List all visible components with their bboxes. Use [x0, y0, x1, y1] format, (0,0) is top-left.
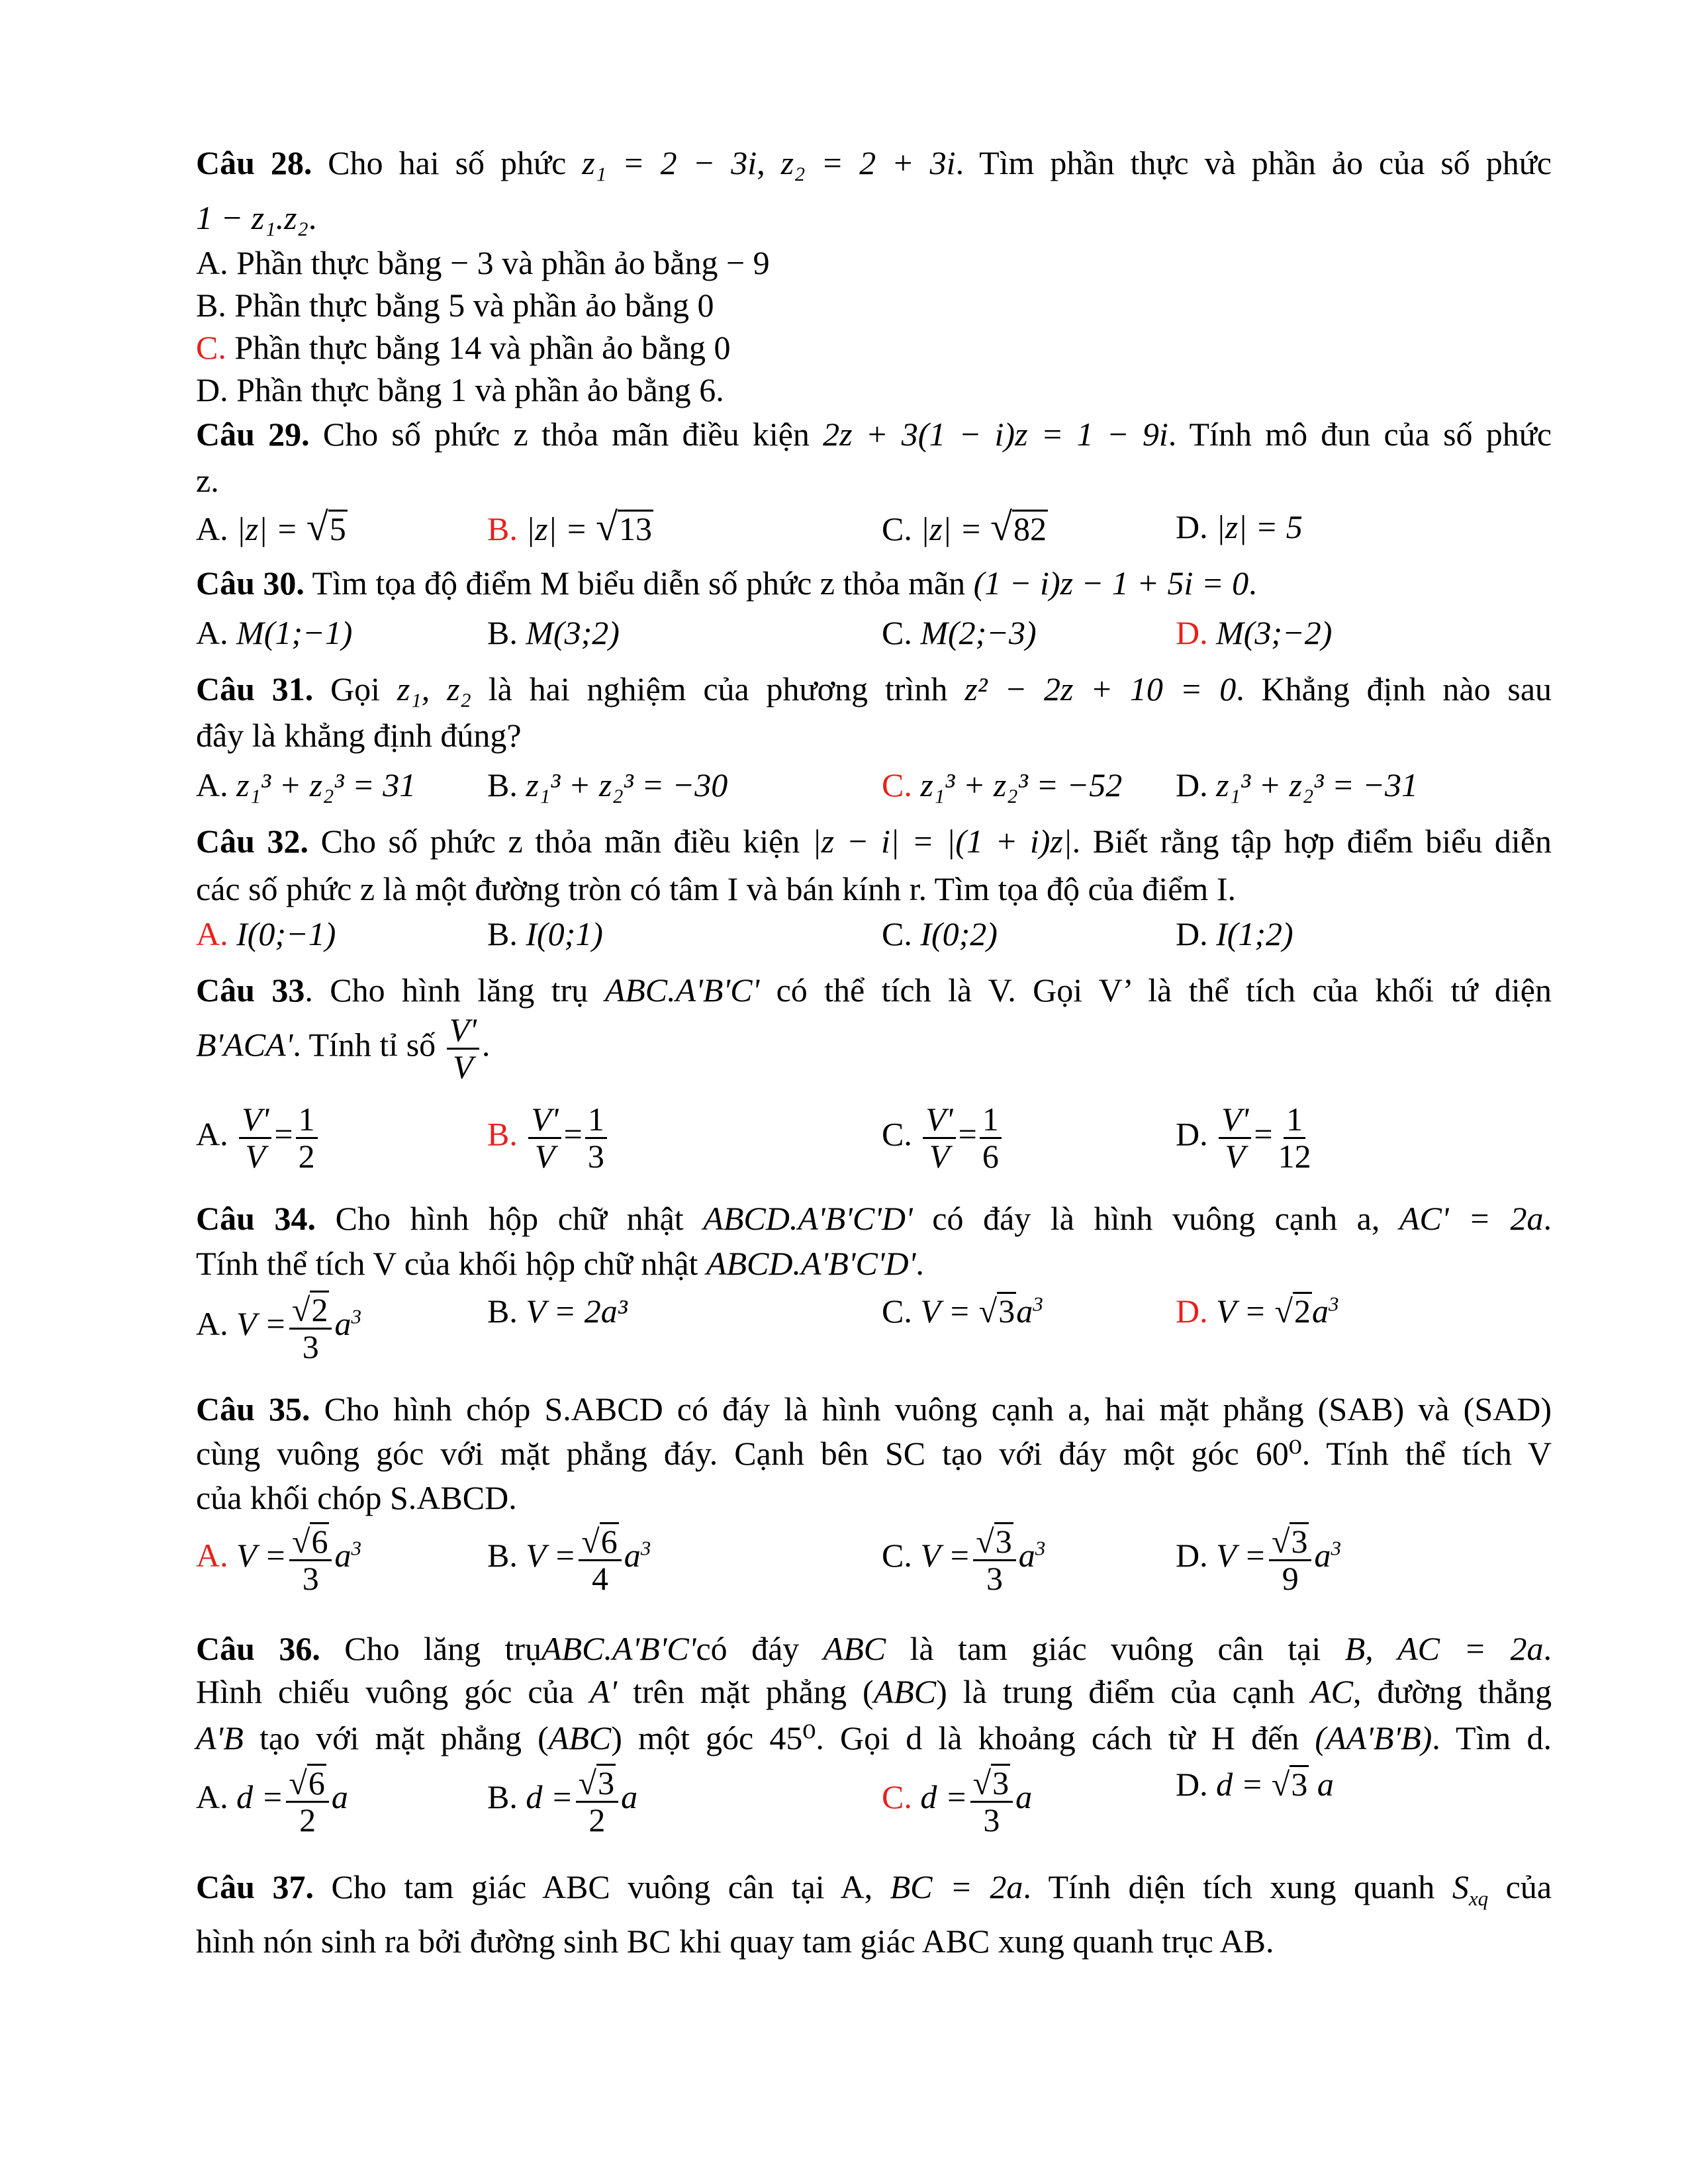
q32-text-c: các số phức z là một đường tròn có tâm I và bán kính r. Tìm tọa độ của điểm I. [196, 870, 1236, 907]
q37-bc: BC = 2a [890, 1868, 1023, 1905]
q36-base: ABC [823, 1630, 886, 1667]
q28-option-a[interactable] [196, 242, 1552, 283]
q31-stem-line2 [196, 715, 1552, 756]
q31-text-d: đây là khẳng định đúng? [196, 717, 522, 754]
q36-options [196, 1764, 1552, 1856]
sqrt-icon: √ [578, 1764, 597, 1801]
q29-stem-line1 [196, 414, 1552, 455]
q33-label: Câu 33 [196, 972, 305, 1009]
fraction-numerator: 1 [1284, 1102, 1305, 1139]
q30-label: Câu 30. [196, 565, 305, 602]
q36-angle: 45⁰ [769, 1719, 816, 1756]
sqrt-icon: √ [292, 1291, 310, 1328]
q36-text-c: là tam giác vuông cân tại [910, 1630, 1321, 1667]
q36-plane: (AA'B'B) [1315, 1719, 1432, 1756]
q35-option-b[interactable]: B. V = $\frac{√6}{4}$ $a^3$ [487, 1523, 651, 1597]
sqrt-icon: √ [289, 1764, 307, 1801]
q36-stem-line1: Câu 36. Cho lăng trụABC.A'B'C'có đáy ABC là tam giác vuông cân tại B, AC = 2a. [196, 1630, 1552, 1667]
fraction-denominator: 6 [982, 1137, 999, 1175]
q36-line3c: . Gọi d là khoảng cách từ H đến [816, 1719, 1299, 1756]
option-text: I(1;2) [1216, 915, 1293, 952]
q32-option-b[interactable] [487, 913, 603, 954]
q29-text-b: . Tính mô đun của số phức [1168, 416, 1552, 453]
q37-stem-line1 [196, 1866, 1552, 1910]
q30-condition: (1 − i)z − 1 + 5i = 0 [973, 565, 1249, 602]
option-letter-correct: D. [1176, 1293, 1208, 1330]
q34-option-c[interactable]: C. $V = √3a^3$ [882, 1292, 1043, 1330]
q33-ratio-lhs [1219, 1102, 1251, 1173]
q28-option-d[interactable] [196, 369, 1552, 410]
q35-options [196, 1522, 1552, 1612]
option-letter: C. [882, 510, 912, 547]
option-letter: D. [1176, 766, 1208, 803]
option-letter: A. [196, 1304, 228, 1342]
q36-line3d: . Tìm d. [1432, 1719, 1552, 1756]
fraction-numerator: V' [1219, 1102, 1251, 1139]
option-fraction [579, 1522, 621, 1596]
q34-text-c: Tính thể tích V của khối hộp chữ nhật [196, 1245, 698, 1282]
q31-option-d[interactable] [1176, 764, 1418, 805]
option-fraction [585, 1102, 607, 1173]
q37-stem-line2 [196, 1921, 1552, 1962]
q34-text-a: Cho hình hộp chữ nhật [335, 1200, 684, 1237]
radicand: 6 [308, 1764, 325, 1801]
q37-text-b: . Tính diện tích xung quanh [1023, 1868, 1435, 1905]
q30-option-a[interactable] [196, 612, 352, 653]
q36-stem-line2: Hình chiếu vuông góc của A' trên mặt phẳng (ABC) là trung điểm của cạnh AC, đường thẳng [196, 1673, 1552, 1710]
q30-options [196, 612, 1552, 659]
q29-option-a[interactable] [196, 506, 348, 549]
q31-roots: z₁, z₂ [397, 670, 471, 707]
radicand: 82 [1013, 510, 1047, 547]
fraction-denominator: 2 [299, 1801, 316, 1839]
option-letter: A. [196, 1115, 228, 1153]
q32-option-c[interactable] [882, 913, 998, 954]
radicand: 6 [311, 1523, 328, 1560]
option-fraction [289, 1522, 332, 1596]
option-letter-correct: B. [487, 1115, 518, 1153]
option-letter: C. [882, 614, 912, 651]
option-letter-correct: D. [1176, 614, 1208, 651]
q29-stem-line2 [196, 460, 1552, 501]
q36-line2b: trên mặt phẳng [633, 1673, 847, 1710]
option-letter-correct: A. [196, 915, 228, 952]
option-letter: A. [196, 614, 228, 651]
option-letter: A. [196, 244, 228, 281]
fraction-denominator: 2 [298, 1137, 315, 1175]
q35-line2b: . Tính thể tích V [1301, 1435, 1552, 1472]
fraction-numerator: V' [923, 1102, 955, 1139]
q29-text-a: Cho số phức z thỏa mãn điều kiện [322, 416, 810, 453]
q35-angle: 60⁰ [1255, 1435, 1302, 1472]
option-letter-correct: A. [196, 1536, 228, 1574]
q34-label: Câu 34. [196, 1200, 316, 1237]
option-letter-correct: C. [882, 1778, 912, 1815]
sqrt-icon: √ [306, 505, 328, 549]
fraction-denominator: 3 [302, 1559, 319, 1597]
q37-sxq-sub: xq [1468, 1887, 1489, 1910]
option-text: I(0;2) [920, 915, 998, 952]
q33-options [196, 1102, 1552, 1188]
q28-z1: z₁ = 2 − 3i [582, 144, 757, 181]
q36-label: Câu 36. [196, 1630, 320, 1667]
q36-option-d[interactable]: D. d = √3 a [1176, 1766, 1334, 1803]
fraction-numerator: 1 [296, 1102, 318, 1139]
q37-line2: hình nón sinh ra bởi đường sinh BC khi quay tam giác ABC xung quanh trục AB. [196, 1923, 1274, 1960]
fraction-denominator: 3 [986, 1559, 1003, 1597]
radicand: 13 [619, 510, 652, 547]
q29-option-c[interactable] [882, 506, 1048, 549]
q28-option-b[interactable] [196, 285, 1552, 326]
q29-options [196, 506, 1552, 553]
q36-prism: ABC.A'B'C' [541, 1630, 696, 1667]
option-fraction [980, 1102, 1002, 1173]
option-text: Phần thực bằng − 3 và phần ảo bằng − 9 [236, 244, 770, 281]
q33-text-c: . Tính tỉ số [293, 1026, 436, 1064]
q28-stem-line2: 1 − z₁.z₂. [196, 199, 317, 236]
option-letter: C. [882, 915, 912, 952]
sqrt-icon: √ [972, 1764, 992, 1801]
q36-ac: AC = 2a [1397, 1630, 1544, 1667]
q29-option-b[interactable] [487, 506, 653, 549]
fraction-denominator: V [245, 1137, 265, 1175]
option-fraction [286, 1764, 328, 1837]
q30-option-c[interactable] [882, 612, 1037, 653]
q35-line3: của khối chóp S.ABCD. [196, 1479, 517, 1516]
option-letter: B. [487, 915, 518, 952]
q32-option-d[interactable] [1176, 913, 1293, 954]
q32-stem-line1 [196, 821, 1552, 862]
fraction-denominator: 3 [587, 1137, 604, 1175]
sqrt-icon: √ [1274, 1293, 1293, 1330]
q36-line3a: tạo với mặt phẳng [259, 1719, 522, 1756]
q32-label: Câu 32. [196, 823, 308, 860]
q31-text-c: . Khẳng định nào sau [1236, 670, 1552, 707]
q31-text-a: Gọi [330, 670, 381, 707]
option-letter: B. [487, 1778, 518, 1815]
q36-line3b: một góc [638, 1719, 754, 1756]
fraction-denominator: V [534, 1137, 555, 1175]
option-prefix: |z| = [526, 510, 596, 547]
q31-option-b[interactable] [487, 764, 727, 805]
q32-option-a[interactable] [196, 913, 336, 954]
fraction-numerator: 1 [585, 1102, 607, 1139]
option-text: z₁³ + z₂³ = 31 [236, 766, 416, 803]
option-letter: C. [882, 1536, 912, 1574]
q31-text-b: là hai nghiệm của phương trình [488, 670, 948, 707]
q28-label: Câu 28. [196, 144, 312, 181]
q35-stem-line3 [196, 1477, 1552, 1518]
option-letter: D. [1176, 1536, 1208, 1574]
q33-stem-line2: B'ACA'. Tính tỉ số $\frac{V'}{V}$ . [196, 1011, 491, 1085]
option-letter: B. [196, 287, 226, 324]
q34-option-b[interactable] [487, 1291, 628, 1332]
q36-line2d: , đường thẳng [1352, 1673, 1552, 1710]
q32-text-a: Cho số phức z thỏa mãn điều kiện [320, 823, 800, 860]
option-text: M(1;−1) [236, 614, 353, 651]
option-letter: D. [1176, 915, 1208, 952]
option-prefix: |z| = [236, 510, 306, 547]
option-letter: B. [487, 1293, 518, 1330]
q28-z2: z₂ = 2 + 3i [780, 144, 956, 181]
q33-ratio-lhs [528, 1102, 561, 1173]
option-text: Phần thực bằng 14 và phần ảo bằng 0 [234, 329, 731, 366]
q29-text-c: z. [196, 462, 219, 499]
q35-option-a[interactable]: A. V = $\frac{√6}{3}$ $a^3$ [196, 1523, 361, 1597]
q36-text-b: có đáy [696, 1630, 800, 1667]
radicand: 3 [598, 1764, 615, 1801]
option-fraction [1269, 1522, 1311, 1596]
fraction-numerator: 1 [980, 1102, 1002, 1139]
q31-option-c[interactable] [882, 764, 1122, 805]
option-text: Phần thực bằng 1 và phần ảo bằng 6. [236, 371, 724, 408]
option-letter-correct: C. [882, 766, 912, 803]
q34-diagonal: AC' = 2a [1399, 1200, 1544, 1237]
q31-stem-line1 [196, 668, 1552, 709]
q36-option-c[interactable]: C. d = $\frac{√3}{3}$ a [882, 1764, 1033, 1839]
q34-option-d[interactable]: D. $V = √2a^3$ [1176, 1292, 1339, 1330]
option-fraction [970, 1764, 1013, 1837]
option-text: Phần thực bằng 5 và phần ảo bằng 0 [234, 287, 714, 324]
q35-option-d[interactable]: D. V = $\frac{√3}{9}$ $a^3$ [1176, 1523, 1341, 1597]
option-letter: B. [487, 766, 518, 803]
q30-option-b[interactable] [487, 612, 620, 653]
option-text: M(3;−2) [1216, 614, 1333, 651]
option-fraction [289, 1291, 332, 1364]
q34-options [196, 1291, 1552, 1380]
radicand: 6 [600, 1523, 618, 1560]
option-letter-correct: B. [487, 510, 518, 547]
q34-box: ABCD.A'B'C'D' [703, 1200, 913, 1237]
q32-text-b: . Biết rằng tập hợp điểm biểu diễn [1072, 823, 1552, 860]
q36-stem-line3: A'B tạo với mặt phẳng (ABC) một góc 45⁰. Gọi d là khoảng cách từ H đến (AA'B'B). Tìm d. [196, 1719, 1552, 1756]
q32-condition: |z − i| = |(1 + i)z| [812, 823, 1072, 860]
q28-text-b: . Tìm phần thực và phần ảo của số phức [955, 144, 1552, 181]
fraction-denominator: V [929, 1137, 950, 1175]
radicand: 3 [998, 1293, 1015, 1330]
q34-stem-line1: Câu 34. Cho hình hộp chữ nhật ABCD.A'B'C'D' có đáy là hình vuông cạnh a, AC' = 2a. [196, 1200, 1552, 1237]
option-fraction [576, 1764, 618, 1837]
fraction-denominator: V [453, 1048, 473, 1085]
q35-option-c[interactable]: C. V = $\frac{√3}{3}$ $a^3$ [882, 1523, 1046, 1597]
option-letter: D. [196, 371, 228, 408]
option-fraction [296, 1102, 318, 1173]
option-fraction [1276, 1102, 1314, 1173]
q33-option-b[interactable]: B. $\frac{V'}{V}$ = $\frac{1}{3}$ [487, 1102, 610, 1173]
q30-stem: Câu 30. Tìm tọa độ điểm M biểu diễn số phức z thỏa mãn (1 − i)z − 1 + 5i = 0. [196, 565, 1257, 602]
q31-equation: z² − 2z + 10 = 0 [964, 670, 1237, 707]
sqrt-icon: √ [581, 1523, 600, 1560]
q33-option-c[interactable]: C. $\frac{V'}{V}$ = $\frac{1}{6}$ [882, 1102, 1004, 1173]
q33-stem-line1 [196, 970, 1552, 1011]
q28-option-c[interactable] [196, 327, 1552, 368]
sqrt-icon: √ [596, 505, 618, 549]
sqrt-icon: √ [1272, 1523, 1290, 1560]
q28-stem-line1: Câu 28. Cho hai số phức z₁ = 2 − 3i, z₂ = 2 + 3i. Tìm phần thực và phần ảo của số phức [196, 144, 1552, 181]
option-text: V = 2a³ [526, 1293, 628, 1330]
option-text: z₁³ + z₂³ = −52 [920, 766, 1123, 803]
fraction-numerator: V' [239, 1102, 271, 1139]
option-prefix: |z| = [920, 510, 991, 547]
radicand: 5 [329, 510, 346, 547]
option-letter: D. [1176, 1766, 1208, 1803]
q34-text-b: có đáy là hình vuông cạnh a, [932, 1200, 1380, 1237]
q30-option-d[interactable] [1176, 612, 1332, 653]
q36-option-b[interactable]: B. d = $\frac{√3}{2}$ a [487, 1764, 638, 1839]
q31-label: Câu 31. [196, 670, 314, 707]
fraction-denominator: 4 [591, 1559, 608, 1597]
option-text: z₁³ + z₂³ = −30 [526, 766, 728, 803]
q29-option-d[interactable] [1176, 506, 1303, 547]
q28-text-a: Cho hai số phức [328, 144, 567, 181]
q35-line2a: cùng vuông góc với mặt phẳng đáy. Cạnh bên SC tạo với đáy một góc [196, 1435, 1239, 1472]
option-letter: D. [1176, 1115, 1208, 1153]
q36-text-a: Cho lăng trụ [344, 1630, 542, 1667]
q33-prism: ABC.A'B'C' [604, 972, 760, 1009]
fraction-denominator: 9 [1282, 1559, 1299, 1597]
q33-ratio-lhs [239, 1102, 271, 1173]
sqrt-icon: √ [292, 1523, 310, 1560]
sqrt-icon: √ [990, 505, 1012, 549]
sqrt-icon: √ [1271, 1766, 1290, 1803]
q36-line2a: Hình chiếu vuông góc của [196, 1673, 574, 1710]
option-text: z₁³ + z₂³ = −31 [1216, 766, 1418, 803]
option-letter: B. [487, 614, 518, 651]
fraction-numerator: V' [447, 1013, 479, 1050]
fraction-numerator: V' [528, 1102, 561, 1139]
q37-sxq: S [1452, 1868, 1469, 1905]
q29-condition: 2z + 3(1 − i)z = 1 − 9i [823, 416, 1168, 453]
fraction-denominator: 12 [1278, 1137, 1311, 1175]
q28-expr: 1 − z₁.z₂ [196, 199, 308, 236]
option-letter: C. [882, 1293, 912, 1330]
q34-box: ABCD.A'B'C'D' [706, 1245, 916, 1282]
fraction-denominator: 3 [983, 1801, 1000, 1839]
option-text: |z| = 5 [1216, 508, 1303, 545]
option-text: I(0;−1) [236, 915, 336, 952]
q31-options [196, 764, 1552, 811]
option-text: M(3;2) [526, 614, 620, 651]
option-fraction [973, 1522, 1015, 1596]
fraction-denominator: 2 [588, 1801, 606, 1839]
option-letter-correct: C. [196, 329, 226, 366]
radicand: 3 [1291, 1523, 1308, 1560]
option-text: I(0;1) [526, 915, 603, 952]
q37-text-a: Cho tam giác ABC vuông cân tại A, [331, 1868, 873, 1905]
q35-stem-line2 [196, 1433, 1552, 1474]
q32-options [196, 913, 1552, 960]
q36-option-a[interactable]: A. d = $\frac{√6}{2}$ a [196, 1764, 348, 1839]
q35-label: Câu 35. [196, 1390, 310, 1428]
q35-line1: Cho hình chóp S.ABCD có đáy là hình vuông cạnh a, hai mặt phẳng (SAB) và (SAD) [324, 1390, 1552, 1428]
q33-text-b: có thể tích là V. Gọi V’ là thể tích của khối tứ diện [776, 972, 1552, 1009]
q33-tetrahedron: B'ACA' [196, 1026, 293, 1064]
option-letter: D. [1176, 508, 1208, 545]
q29-label: Câu 29. [196, 416, 310, 453]
q35-stem-line1 [196, 1388, 1552, 1430]
q33-option-d[interactable]: D. $\frac{V'}{V}$ = $\frac{1}{12}$ [1176, 1102, 1317, 1173]
radicand: 3 [995, 1523, 1012, 1560]
q34-option-a[interactable]: A. V = $\frac{√2}{3}$ $a^3$ [196, 1291, 361, 1365]
fraction-denominator: V [1225, 1137, 1245, 1175]
sqrt-icon: √ [976, 1523, 994, 1560]
q37-label: Câu 37. [196, 1868, 314, 1905]
fraction-denominator: 3 [302, 1328, 319, 1365]
option-letter: B. [487, 1536, 518, 1574]
option-text: M(2;−3) [920, 614, 1037, 651]
option-letter: C. [882, 1115, 912, 1153]
q33-option-a[interactable]: A. $\frac{V'}{V}$ = $\frac{1}{2}$ [196, 1102, 320, 1173]
option-letter: A. [196, 510, 228, 547]
q30-text-a: Tìm tọa độ điểm M biểu diễn số phức z thỏa mãn [312, 565, 966, 602]
q32-stem-line2 [196, 868, 1552, 909]
option-letter: A. [196, 1778, 228, 1815]
q36-line2c: là trung điểm của cạnh [962, 1673, 1295, 1710]
radicand: 2 [1293, 1293, 1311, 1330]
q36-vertex: B, [1344, 1630, 1374, 1667]
radicand: 3 [1291, 1766, 1308, 1803]
q33-ratio [447, 1013, 479, 1084]
q33-ratio-lhs [923, 1102, 955, 1173]
sqrt-icon: √ [978, 1293, 998, 1330]
option-letter: A. [196, 766, 228, 803]
radicand: 2 [311, 1291, 328, 1328]
q34-stem-line2: Tính thể tích V của khối hộp chữ nhật ABCD.A'B'C'D'. [196, 1245, 924, 1282]
radicand: 3 [992, 1764, 1009, 1801]
q33-text-a: . Cho hình lăng trụ [305, 972, 588, 1009]
q37-text-c: của [1505, 1868, 1552, 1905]
q31-option-a[interactable] [196, 764, 416, 805]
